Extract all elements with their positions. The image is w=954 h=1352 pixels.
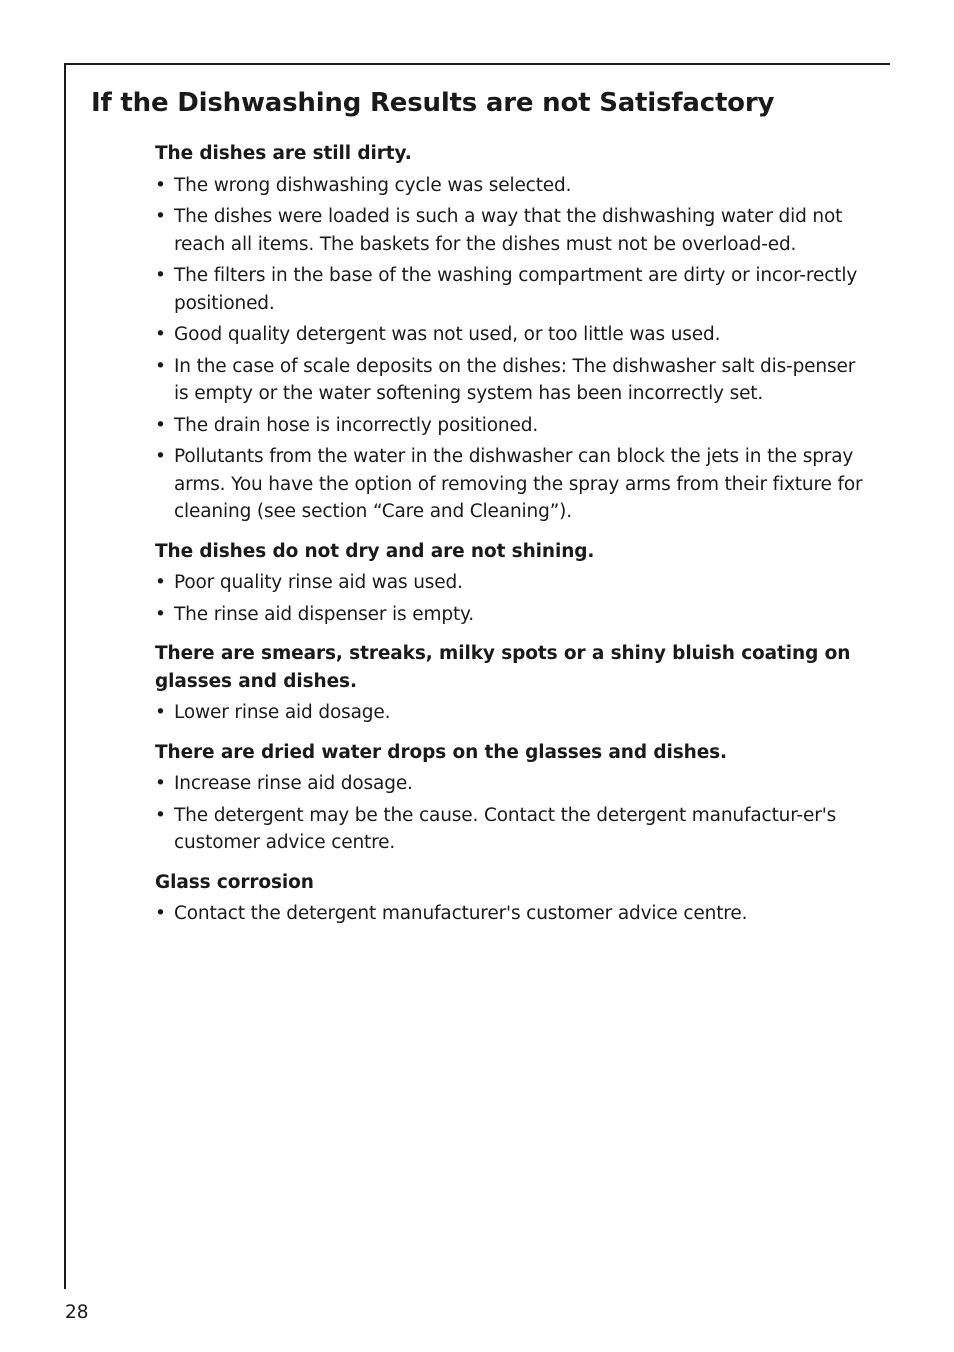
section-heading: The dishes are still dirty. (155, 143, 412, 164)
list-item-text: The dishes were loaded is such a way that the dishwashing water did not reach all items. The baskets for the dishes must not be overload-ed. (174, 206, 843, 255)
bullet-icon: • (155, 702, 166, 723)
list-item-text: The detergent may be the cause. Contact the detergent manufactur-er's customer advice centre. (174, 804, 837, 853)
list-item (155, 172, 870, 200)
list-item (155, 900, 870, 928)
bullet-icon: • (155, 446, 166, 467)
list-item (155, 802, 870, 857)
bullet-icon: • (155, 804, 166, 826)
section-dishes-still-dirty (155, 140, 870, 526)
list-item (155, 601, 870, 629)
section-glass-corrosion (155, 869, 870, 928)
section-heading: The dishes do not dry and are not shining. (155, 540, 595, 562)
list-item (155, 321, 870, 349)
list-item-text: Contact the detergent manufacturer's customer advice centre. (174, 903, 748, 924)
bullet-list (155, 900, 870, 928)
list-item (155, 569, 870, 597)
list-item-text: Increase rinse aid dosage. (174, 773, 413, 794)
bullet-icon: • (155, 773, 166, 794)
frame-top-rule (64, 63, 890, 65)
list-item (155, 262, 870, 317)
list-item-text: The drain hose is incorrectly positioned. (174, 414, 539, 436)
bullet-icon: • (155, 174, 166, 196)
list-item-text: The filters in the base of the washing compartment are dirty or incor-rectly positioned. (174, 265, 858, 314)
frame-left-rule (64, 63, 66, 1289)
section-heading: There are smears, streaks, milky spots or a shiny bluish coating on glasses and dishes. (155, 643, 851, 692)
bullet-icon: • (155, 324, 166, 345)
list-item-text: The wrong dishwashing cycle was selected. (174, 174, 572, 196)
list-item (155, 412, 870, 440)
bullet-icon: • (155, 603, 166, 625)
bullet-list (155, 699, 870, 727)
section-dried-water-drops (155, 739, 870, 857)
section-dishes-do-not-dry (155, 538, 870, 629)
bullet-icon: • (155, 572, 166, 593)
section-heading: Glass corrosion (155, 871, 314, 893)
bullet-icon: • (155, 903, 166, 924)
bullet-icon: • (155, 206, 166, 227)
list-item-text: Poor quality rinse aid was used. (174, 572, 463, 593)
list-item (155, 203, 870, 258)
page-number: 28 (65, 1302, 89, 1323)
page-title: If the Dishwashing Results are not Satisfactory (91, 88, 775, 118)
section-heading: There are dried water drops on the glasses and dishes. (155, 741, 727, 763)
list-item (155, 699, 870, 727)
list-item (155, 353, 870, 408)
list-item-text: Lower rinse aid dosage. (174, 702, 391, 723)
bullet-list (155, 172, 870, 526)
bullet-list (155, 770, 870, 857)
bullet-icon: • (155, 355, 166, 377)
list-item-text: The rinse aid dispenser is empty. (174, 603, 474, 625)
list-item (155, 443, 870, 526)
list-item-text: Good quality detergent was not used, or too little was used. (174, 324, 721, 345)
list-item-text: In the case of scale deposits on the dishes: The dishwasher salt dis-penser is empty or the water softening system has been incorrectly set. (174, 355, 856, 404)
list-item-text: Pollutants from the water in the dishwasher can block the jets in the spray arms. You have the option of removing the spray arms from their fixture for cleaning (see section “Care and Cleaning”). (174, 446, 863, 522)
bullet-list (155, 569, 870, 628)
bullet-icon: • (155, 265, 166, 286)
troubleshooting-content (155, 140, 870, 940)
list-item (155, 770, 870, 798)
section-smears-streaks (155, 640, 870, 727)
bullet-icon: • (155, 414, 166, 436)
